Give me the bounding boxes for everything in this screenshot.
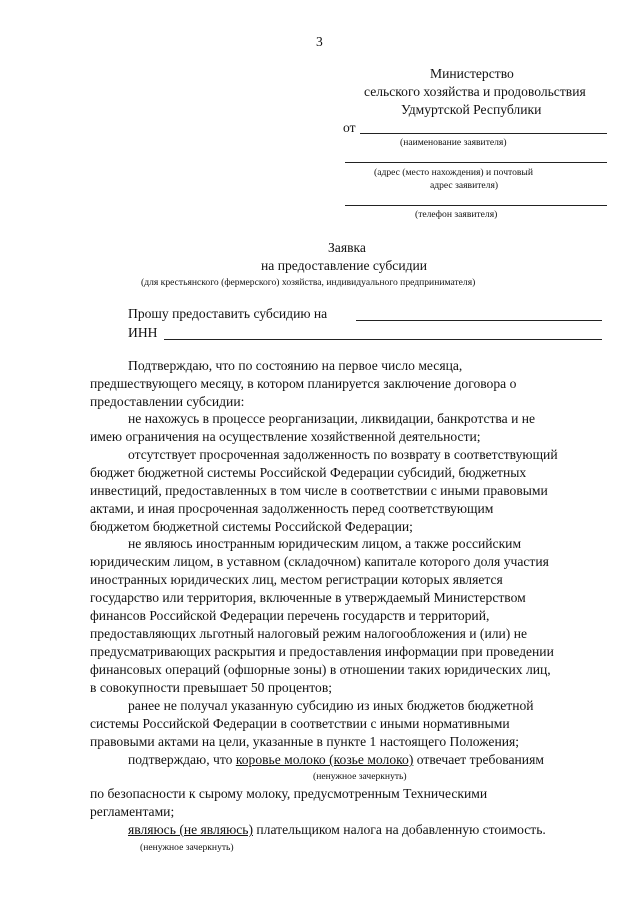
milk-post: отвечает требованиям — [416, 752, 544, 767]
vat-hint: (ненужное зачеркнуть) — [140, 842, 234, 853]
vat-rest: плательщиком налога на добавленную стоимость. — [256, 822, 546, 837]
milk-hint: (ненужное зачеркнуть) — [313, 771, 407, 782]
vat-line — [128, 822, 546, 838]
inn-field[interactable] — [164, 339, 602, 340]
body-line: предоставляющих льготный налоговый режим налогообложения и (или) не — [90, 626, 528, 641]
body-line: не являюсь иностранным юридическим лицом, а также российским — [128, 536, 522, 551]
body-line: финансовых операций (офшорные зоны) в отношении таких юридических лиц, — [90, 662, 551, 677]
body-line: финансов Российской Федерации перечень государств и территорий, — [90, 608, 490, 623]
body-line: системы Российской Федерации в соответствии с иными нормативными — [90, 716, 510, 731]
vat-status-choice[interactable]: являюсь (не являюсь) — [128, 822, 253, 837]
body-line: в совокупности превышает 50 процентов; — [90, 680, 333, 695]
applicant-address-field[interactable] — [345, 162, 607, 163]
body-line: юридическим лицом, в уставном (складочном) капитале которого доля участия — [90, 554, 549, 569]
document-subtitle: на предоставление субсидии — [261, 258, 428, 273]
body-line: государство или территория, включенные в утверждаемый Министерством — [90, 590, 526, 605]
body-line: ранее не получал указанную субсидию из иных бюджетов бюджетной — [128, 698, 534, 713]
body-line: регламентами; — [90, 804, 175, 819]
addressee-line-3: Удмуртской Республики — [401, 102, 542, 117]
body-line: бюджетом бюджетной системы Российской Федерации; — [90, 519, 413, 534]
body-line: отсутствует просроченная задолженность по возврату в соответствующий — [128, 447, 558, 462]
subsidy-purpose-field[interactable] — [356, 320, 602, 321]
applicant-name-hint: (наименование заявителя) — [400, 137, 507, 148]
body-line: актами, и иная просроченная задолженность перед соответствующим — [90, 501, 494, 516]
milk-pre: подтверждаю, что — [128, 752, 233, 767]
body-line: предоставлении субсидии: — [90, 394, 245, 409]
body-line: правовыми актами на цели, указанные в пункте 1 настоящего Положения; — [90, 734, 520, 749]
body-line: бюджет бюджетной системы Российской Федерации субсидий, бюджетных — [90, 465, 527, 480]
body-line: по безопасности к сырому молоку, предусмотренным Техническими — [90, 786, 488, 801]
page-number: 3 — [316, 34, 323, 49]
address-hint-1: (адрес (место нахождения) и почтовый — [374, 167, 534, 178]
inn-label: ИНН — [128, 325, 158, 340]
body-line: имею ограничения на осуществление хозяйственной деятельности; — [90, 429, 481, 444]
applicant-name-field[interactable] — [360, 133, 607, 134]
from-label: от — [343, 120, 356, 135]
address-hint-2: адрес заявителя) — [430, 180, 499, 191]
applicant-phone-field[interactable] — [345, 205, 607, 206]
body-line: Подтверждаю, что по состоянию на первое число месяца, — [128, 358, 463, 373]
document-title: Заявка — [328, 240, 366, 255]
addressee-line-2: сельского хозяйства и продовольствия — [364, 84, 586, 99]
body-line: иностранных юридических лиц, местом регистрации которых является — [90, 572, 503, 587]
milk-type-choice[interactable]: коровье молоко (козье молоко) — [235, 752, 414, 767]
document-note: (для крестьянского (фермерского) хозяйства, индивидуального предпринимателя) — [141, 277, 476, 288]
body-line: предшествующего месяцу, в котором планируется заключение договора о — [90, 376, 517, 391]
addressee-line-1: Министерство — [430, 66, 514, 81]
body-line: инвестиций, предоставленных в том числе в соответствии с иными правовыми — [90, 483, 548, 498]
request-label: Прошу предоставить субсидию на — [128, 306, 328, 321]
phone-hint: (телефон заявителя) — [415, 209, 498, 220]
body-line: предусматривающих раскрытия и предоставления информации при проведении — [90, 644, 554, 659]
milk-line — [128, 752, 544, 768]
body-line: не нахожусь в процессе реорганизации, ликвидации, банкротства и не — [128, 411, 536, 426]
